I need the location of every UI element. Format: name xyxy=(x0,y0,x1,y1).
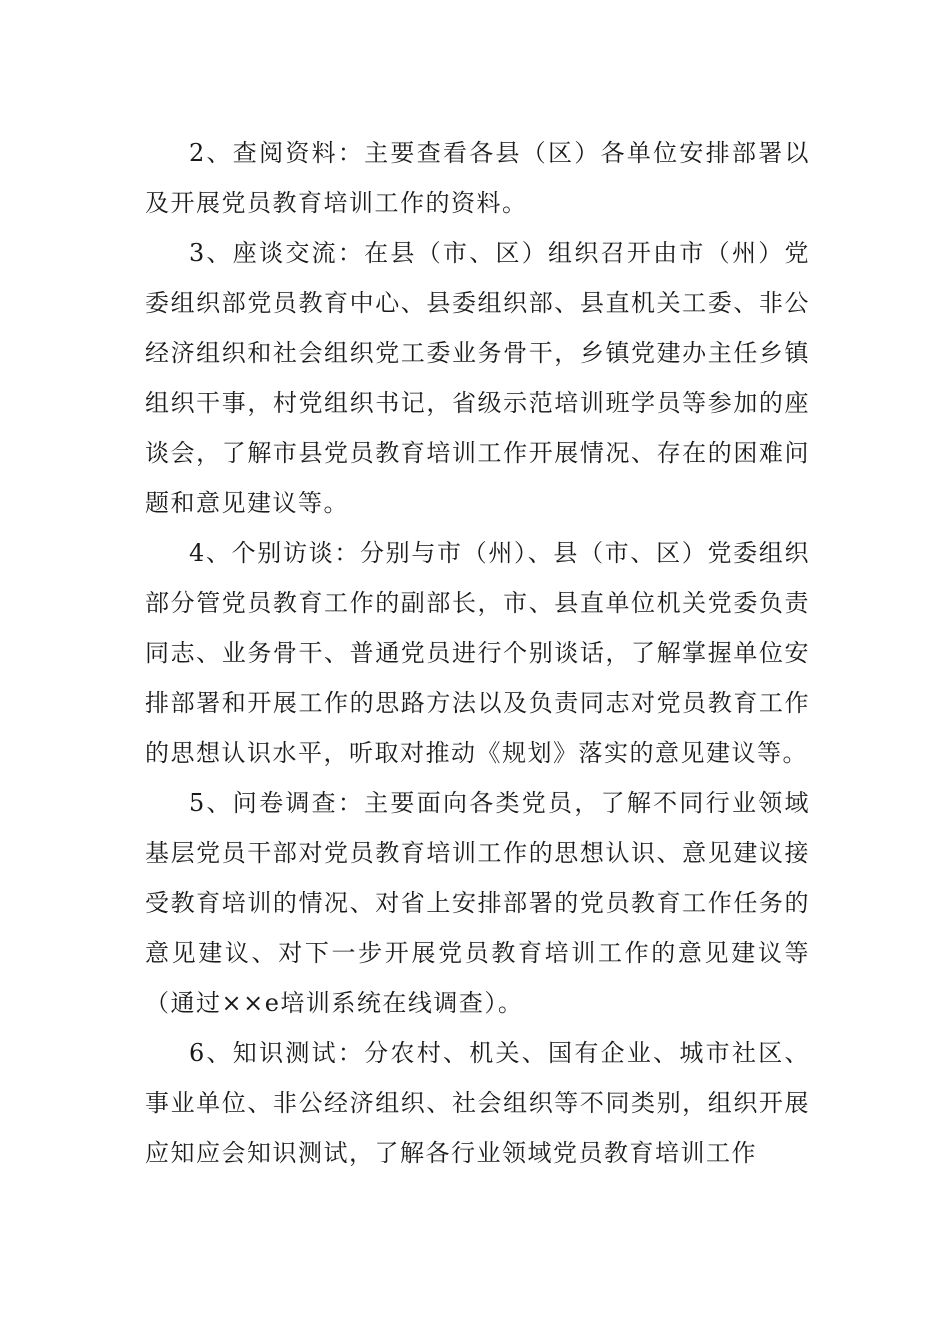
paragraph-knowledge-test: 6、知识测试：分农村、机关、国有企业、城市社区、事业单位、非公经济组织、社会组织等不同类别，组织开展应知应会知识测试，了解各行业领域党员教育培训工作 xyxy=(145,1039,810,1167)
document-body xyxy=(145,128,810,1178)
paragraph-questionnaire: 5、问卷调查：主要面向各类党员，了解不同行业领域基层党员干部对党员教育培训工作的思想认识、意见建议接受教育培训的情况、对省上安排部署的党员教育工作任务的意见建议、对下一步开展党员教育培训工作的意见建议等（通过××e培训系统在线调查）。 xyxy=(145,789,810,1017)
paragraph-discussion: 3、座谈交流：在县（市、区）组织召开由市（州）党委组织部党员教育中心、县委组织部、县直机关工委、非公经济组织和社会组织党工委业务骨干，乡镇党建办主任乡镇组织干事，村党组织书记，省级示范培训班学员等参加的座谈会，了解市县党员教育培训工作开展情况、存在的困难问题和意见建议等。 xyxy=(145,239,810,517)
paragraph-review-materials: 2、查阅资料：主要查看各县（区）各单位安排部署以及开展党员教育培训工作的资料。 xyxy=(145,139,810,217)
paragraph-interviews: 4、个别访谈：分别与市（州）、县（市、区）党委组织部分管党员教育工作的副部长，市、县直单位机关党委负责同志、业务骨干、普通党员进行个别谈话，了解掌握单位安排部署和开展工作的思路方法以及负责同志对党员教育工作的思想认识水平，听取对推动《规划》落实的意见建议等。 xyxy=(145,539,810,767)
